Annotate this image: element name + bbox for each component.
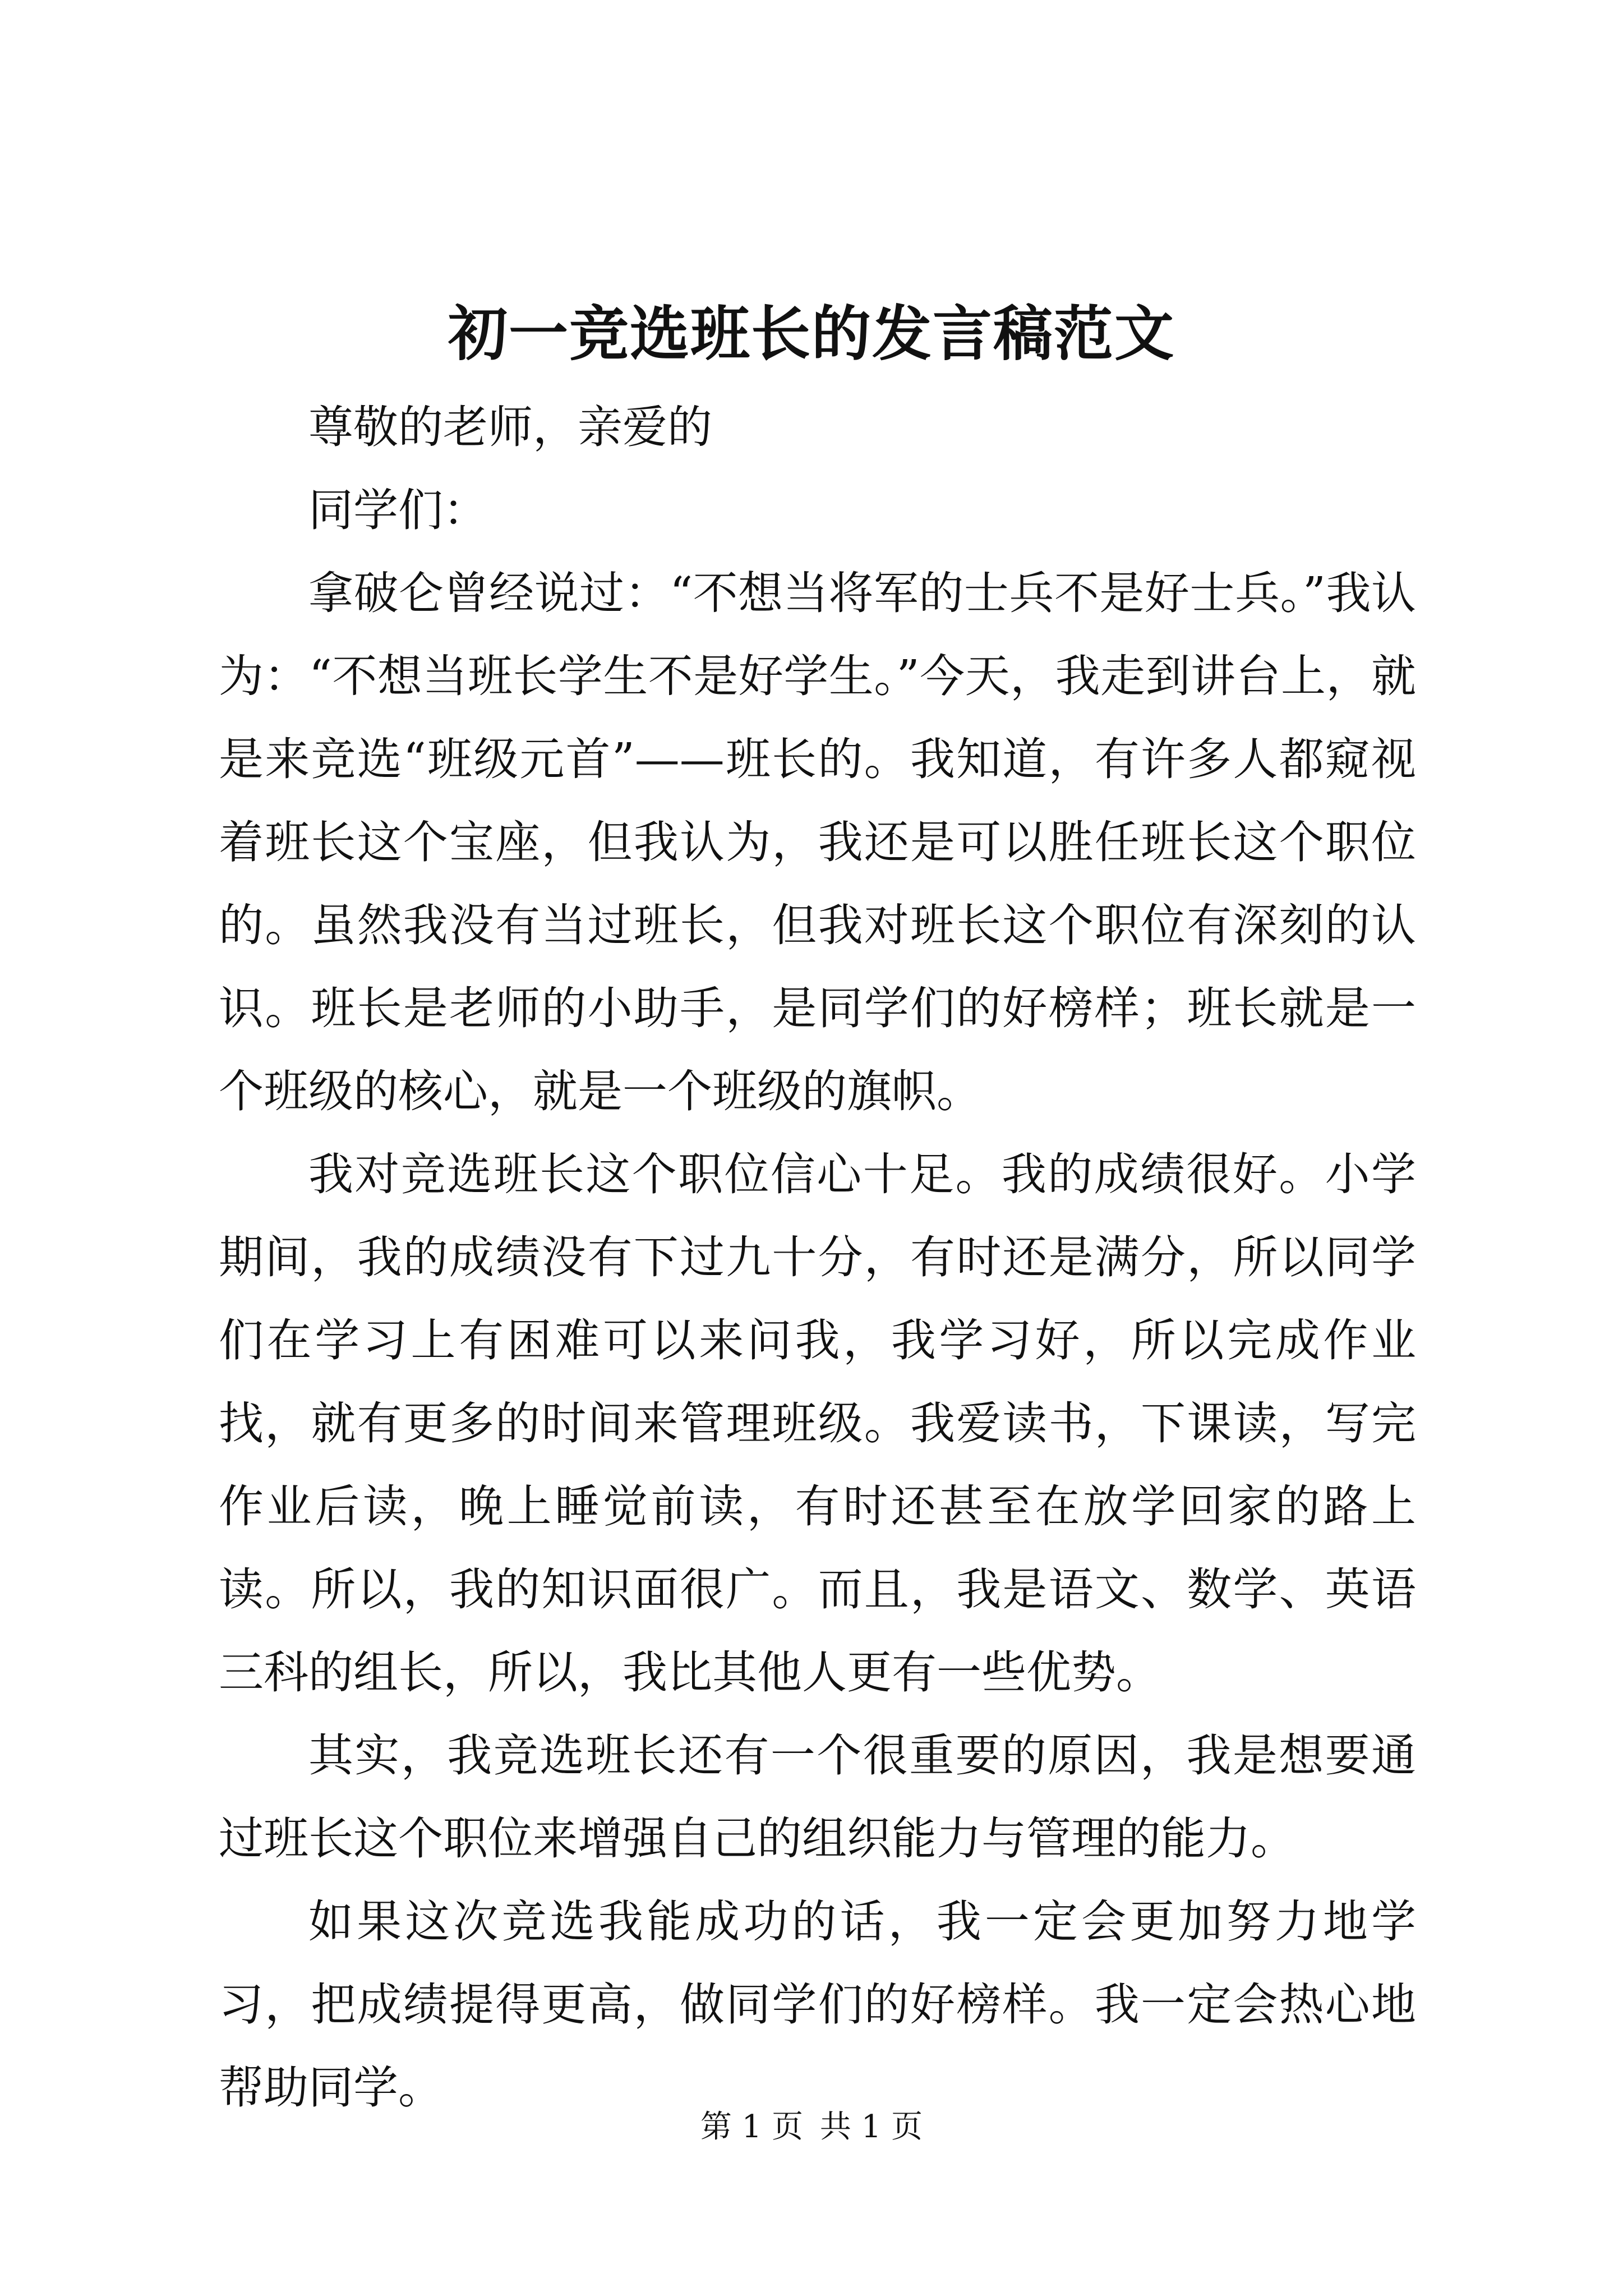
page-number: 第 1 页: [700, 2109, 804, 2145]
paragraph-2: 我对竞选班长这个职位信心十足。我的成绩很好。小学期间，我的成绩没有下过九十分，有时还是满分，所以同学们在学习上有困难可以来问我，我学习好，所以完成作业找，就有更多的时间来管理班级。我爱读书，下课读，写完作业后读，晚上睡觉前读，有时还甚至在放学回家的路上读。所以，我的知识面很广。而且，我是语文、数学、英语三科的组长，所以，我比其他人更有一些优势。: [219, 1148, 1416, 1699]
paragraph-1: 拿破仑曾经说过：“不想当将军的士兵不是好士兵。”我认为：“不想当班长学生不是好学生。”今天，我走到讲台上，就是来竞选“班级元首”——班长的。我知道，有许多人都窥视着班长这个宝座，但我认为，我还是可以胜任班长这个职位的。虽然我没有当过班长，但我对班长这个职位有深刻的认识。班长是老师的小助手，是同学们的好榜样；班长就是一个班级的核心，就是一个班级的旗帜。: [219, 567, 1416, 1117]
document-body: [219, 386, 1416, 2129]
page-total: 共 1 页: [819, 2109, 923, 2145]
paragraph-3: 其实，我竞选班长还有一个很重要的原因，我是想要通过班长这个职位来增强自己的组织能力与管理的能力。: [219, 1729, 1416, 1865]
document-title: 初一竞选班长的发言稿范文: [448, 298, 1175, 369]
paragraph-4: 如果这次竞选我能成功的话，我一定会更加努力地学习，把成绩提得更高，做同学们的好榜样。我一定会热心地帮助同学。: [219, 1895, 1416, 2114]
salutation-line-2: 同学们：: [308, 484, 488, 536]
salutation-line-1: 尊敬的老师，亲爱的: [308, 401, 712, 453]
page-footer: [0, 2105, 1623, 2150]
